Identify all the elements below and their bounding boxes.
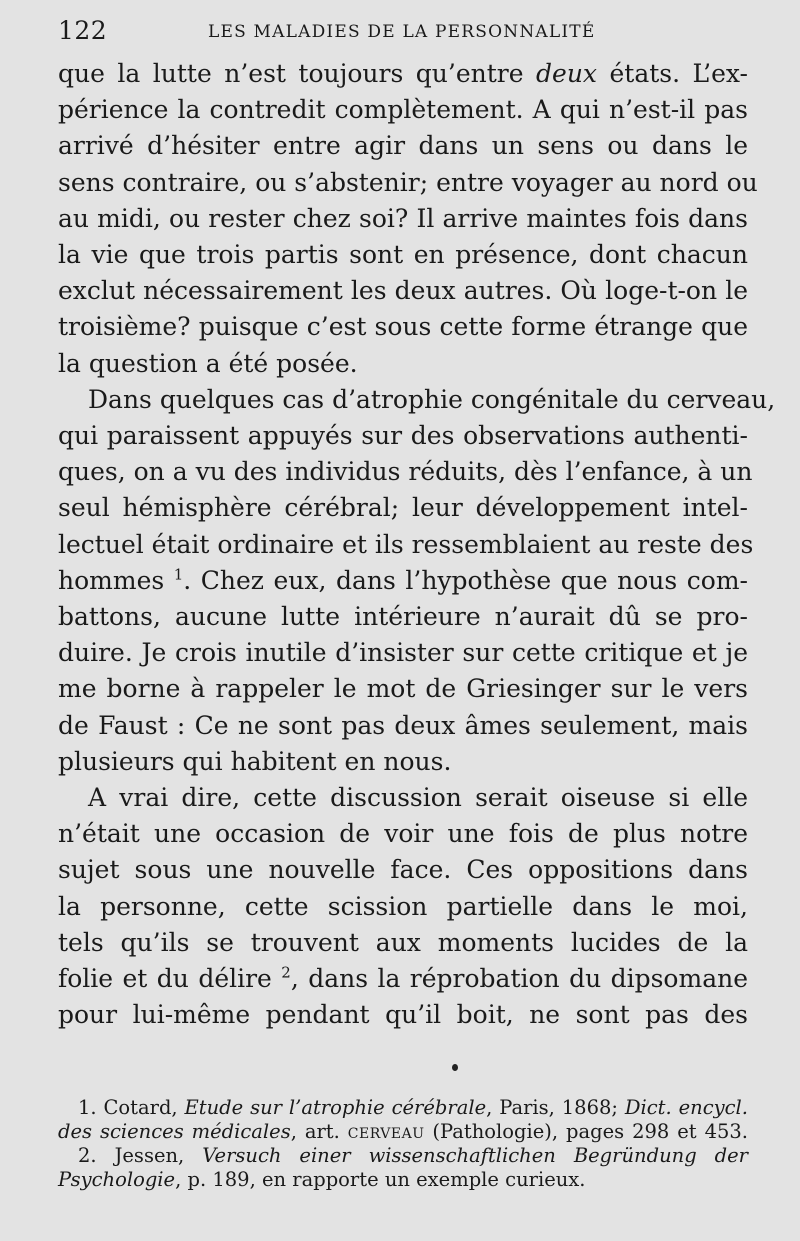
text-line: troisième? puisque c’est sous cette forme étrange que <box>58 312 748 342</box>
text-line: n’était une occasion de voir une fois de plus notre <box>58 819 748 849</box>
footnotes <box>58 1096 748 1192</box>
text-line: de Faust : Ce ne sont pas deux âmes seulement, mais <box>58 710 748 740</box>
text-line: la question a été posée. <box>58 348 358 378</box>
footnote-ref: 1 <box>173 565 184 584</box>
page-number: 122 <box>58 16 108 45</box>
footnote-ref: 2 <box>281 963 291 982</box>
text-line: duire. Je crois inutile d’insister sur cette critique et je <box>58 638 748 668</box>
text-line: seul hémisphère cérébral; leur développement intel- <box>58 493 748 523</box>
text-line: folie et du délire $^2$, dans la réprobation du dipsomane <box>58 963 748 994</box>
footnote-1-line-1: 1. Cotard, Etude sur l’atrophie cérébrale, Paris, 1868; Dict. encycl. <box>78 1096 748 1119</box>
text-line: plusieurs qui habitent en nous. <box>58 746 452 776</box>
text-line: que la lutte n’est toujours qu’entre deux états. L’ex- <box>58 59 749 88</box>
page-header <box>58 16 748 50</box>
body-text <box>58 56 776 1033</box>
paragraph-2 <box>58 382 776 780</box>
text-line: qui paraissent appuyés sur des observations authenti- <box>58 421 748 451</box>
footnote-2-line-1: 2. Jessen, Versuch einer wissenschaftlichen Begründung der <box>78 1144 749 1167</box>
text-line: pour lui-même pendant qu’il boit, ne sont pas des <box>58 1000 748 1030</box>
text-line: exclut nécessairement les deux autres. Où loge-t-on le <box>58 276 748 306</box>
footnote-2-line-2: Psychologie, p. 189, en rapporte un exemple curieux. <box>58 1168 586 1191</box>
text-line: tels qu’ils se trouvent aux moments lucides de la <box>58 927 748 957</box>
paragraph-1 <box>58 56 758 382</box>
text-line: périence la contredit complètement. A qui n’est-il pas <box>58 95 748 125</box>
text-line: lectuel était ordinaire et ils ressemblaient au reste des <box>58 529 754 559</box>
text-line: A vrai dire, cette discussion serait oiseuse si elle <box>88 783 748 813</box>
text-line: ques, on a vu des individus réduits, dès l’enfance, à un <box>58 457 753 487</box>
text-line: au midi, ou rester chez soi? Il arrive maintes fois dans <box>58 203 748 233</box>
text-line: hommes $^1$. Chez eux, dans l’hypothèse que nous com- <box>58 565 748 595</box>
text-line: sujet sous une nouvelle face. Ces oppositions dans <box>58 855 748 885</box>
ink-mark <box>452 1064 458 1071</box>
text-line: arrivé d’hésiter entre agir dans un sens ou dans le <box>58 131 748 161</box>
text-line: battons, aucune lutte intérieure n’aurait dû se pro- <box>58 602 748 632</box>
text-line: Dans quelques cas d’atrophie congénitale du cerveau, <box>88 384 776 414</box>
running-title: LES MALADIES DE LA PERSONNALITÉ <box>208 22 596 42</box>
text-line: la personne, cette scission partielle dans le moi, <box>58 891 748 921</box>
paragraph-3 <box>58 780 748 1033</box>
text-line: me borne à rappeler le mot de Griesinger sur le vers <box>58 674 748 704</box>
text-line: sens contraire, ou s’abstenir; entre voyager au nord ou <box>58 167 758 197</box>
footnote-1-line-2: des sciences médicales, art. cerveau (Pathologie), pages 298 et 453. <box>58 1120 748 1143</box>
text-line: la vie que trois partis sont en présence, dont chacun <box>58 240 748 270</box>
